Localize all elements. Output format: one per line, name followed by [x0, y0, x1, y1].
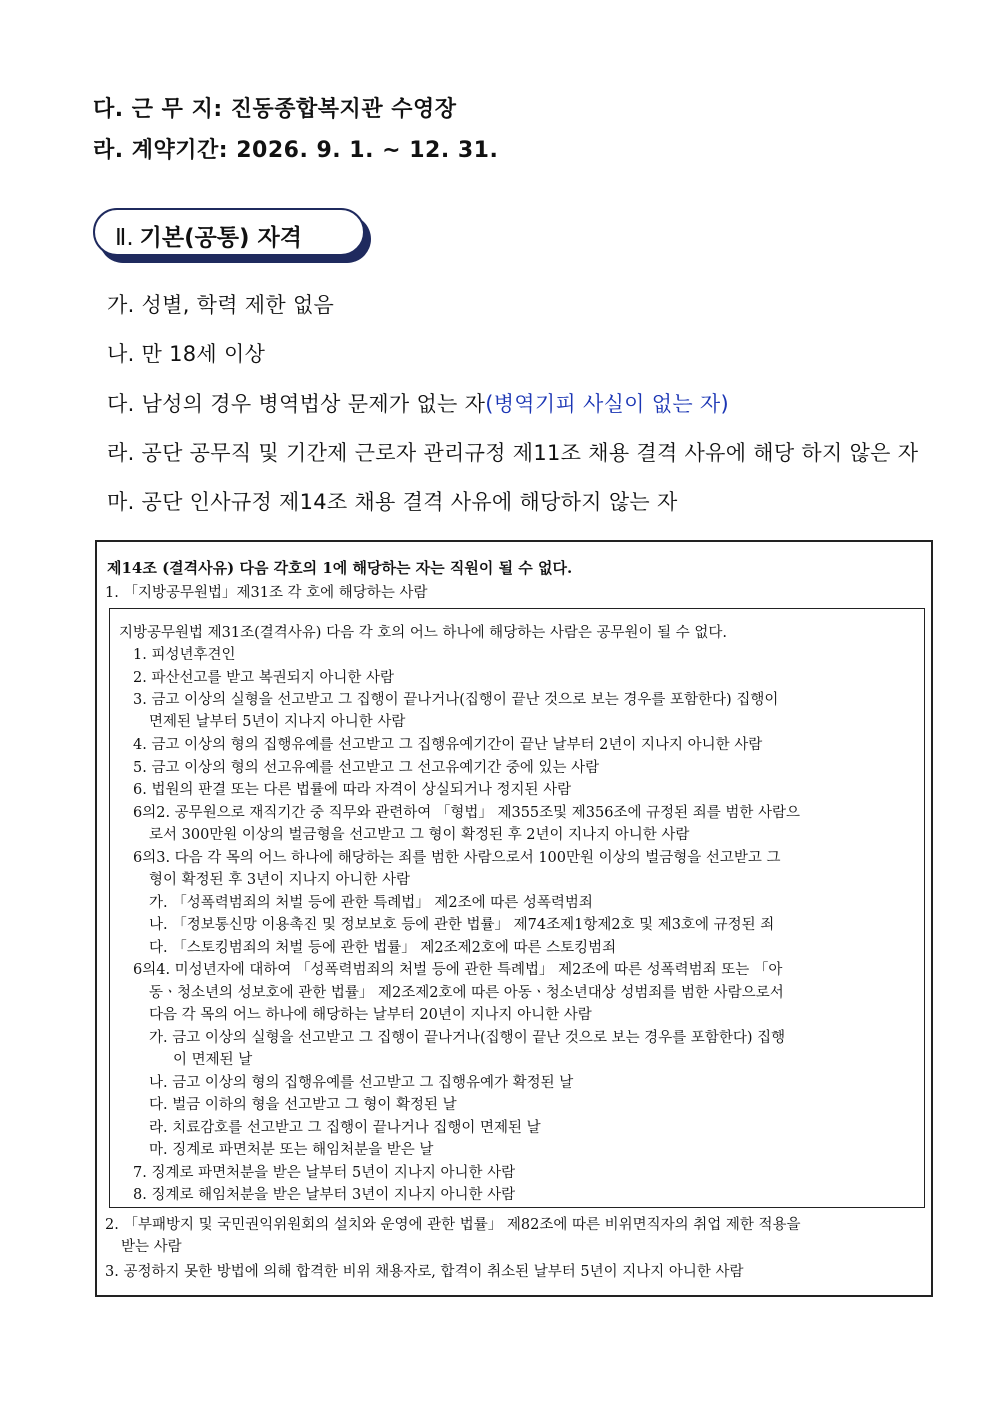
- article-31-item-cont: 로서 300만원 이상의 벌금형을 선고받고 그 형이 확정된 후 2년이 지나지 아니한 사람: [149, 827, 690, 843]
- qualification-item: 가. 성별, 학력 제한 없음: [107, 293, 335, 317]
- article-31-item-cont: 형이 확정된 후 3년이 지나지 아니한 사람: [149, 872, 410, 888]
- article-31-item: 4. 금고 이상의 형의 집행유예를 선고받고 그 집행유예기간이 끝난 날부터 2년이 지나지 아니한 사람: [133, 737, 763, 753]
- qualification-item: 마. 공단 인사규정 제14조 채용 결격 사유에 해당하지 않는 자: [107, 490, 678, 514]
- article-31-item: 2. 파산선고를 받고 복권되지 아니한 사람: [133, 670, 394, 686]
- article-14-item-1: 1. 「지방공무원법」제31조 각 호에 해당하는 사람: [105, 585, 428, 601]
- article-31-item: 1. 피성년후견인: [133, 647, 236, 663]
- article-31-item: 6의3. 다음 각 목의 어느 하나에 해당하는 죄를 범한 사람으로서 100만원 이상의 벌금형을 선고받고 그: [133, 850, 781, 866]
- article-31-item: 5. 금고 이상의 형의 선고유예를 선고받고 그 선고유예기간 중에 있는 사람: [133, 760, 600, 776]
- article-31-item-cont: 동ㆍ청소년의 성보호에 관한 법률」 제2조제2호에 따른 아동ㆍ청소년대상 성범죄를 범한 사람으로서: [149, 985, 784, 1001]
- article-31-subitem: 가. 「성폭력범죄의 처벌 등에 관한 특례법」 제2조에 따른 성폭력범죄: [149, 895, 593, 911]
- contract-period-line: 라. 계약기간: 2026. 9. 1. ~ 12. 31.: [93, 138, 499, 163]
- article-31-subitem: 가. 금고 이상의 실형을 선고받고 그 집행이 끝나거나(집행이 끝난 것으로 보는 경우를 포함한다) 집행: [149, 1030, 786, 1046]
- article-31-item-cont: 면제된 날부터 5년이 지나지 아니한 사람: [149, 714, 406, 730]
- badge-face: [93, 208, 365, 256]
- article-31-item: 6의2. 공무원으로 재직기간 중 직무와 관련하여 「형법」 제355조및 제356조에 규정된 죄를 범한 사람으: [133, 805, 800, 821]
- article-31-subitem: 다. 「스토킹범죄의 처벌 등에 관한 법률」 제2조제2호에 따른 스토킹범죄: [149, 940, 617, 956]
- article-31-item-cont: 다음 각 목의 어느 하나에 해당하는 날부터 20년이 지나지 아니한 사람: [149, 1007, 592, 1023]
- article-14-item-2-cont: 받는 사람: [121, 1239, 182, 1255]
- article-31-subitem: 나. 금고 이상의 형의 집행유예를 선고받고 그 집행유예가 확정된 날: [149, 1075, 574, 1091]
- article-31-subitem: 마. 징계로 파면처분 또는 해임처분을 받은 날: [149, 1142, 434, 1158]
- article-14-title: 제14조 (결격사유) 다음 각호의 1에 해당하는 자는 직원이 될 수 없다.: [107, 559, 573, 577]
- article-31-item: 3. 금고 이상의 실형을 선고받고 그 집행이 끝나거나(집행이 끝난 것으로 보는 경우를 포함한다) 집행이: [133, 692, 779, 708]
- article-31-item: 8. 징계로 해임처분을 받은 날부터 3년이 지나지 아니한 사람: [133, 1187, 516, 1203]
- article-31-item: 7. 징계로 파면처분을 받은 날부터 5년이 지나지 아니한 사람: [133, 1165, 516, 1181]
- qualification-item: 라. 공단 공무직 및 기간제 근로자 관리규정 제11조 채용 결격 사유에 해당 하지 않은 자: [107, 441, 919, 465]
- qualification-main-text: 다. 남성의 경우 병역법상 문제가 없는 자: [107, 392, 486, 416]
- qualification-item: [107, 388, 729, 418]
- section-heading-badge: [93, 208, 371, 264]
- qualification-item: 나. 만 18세 이상: [107, 342, 266, 366]
- section-roman-numeral: Ⅱ.: [115, 225, 134, 251]
- work-location-line: 다. 근 무 지: 진동종합복지관 수영장: [93, 97, 457, 122]
- qualification-note: (병역기피 사실이 없는 자): [485, 392, 729, 416]
- article-31-subitem: 라. 치료감호를 선고받고 그 집행이 끝나거나 집행이 면제된 날: [149, 1120, 541, 1136]
- section-title-text: 기본(공통) 자격: [139, 225, 302, 251]
- article-31-intro: 지방공무원법 제31조(결격사유) 다음 각 호의 어느 하나에 해당하는 사람은 공무원이 될 수 없다.: [119, 625, 727, 641]
- article-31-subitem-cont: 이 면제된 날: [173, 1052, 253, 1068]
- article-31-item: 6의4. 미성년자에 대하여 「성폭력범죄의 처벌 등에 관한 특례법」 제2조에 따른 성폭력범죄 또는 「아: [133, 962, 783, 978]
- article-31-item: 6. 법원의 판결 또는 다른 법률에 따라 자격이 상실되거나 정지된 사람: [133, 782, 572, 798]
- section-title: [115, 219, 302, 252]
- article-14-item-2: 2. 「부패방지 및 국민권익위원회의 설치와 운영에 관한 법률」 제82조에 따른 비위면직자의 취업 제한 적용을: [105, 1217, 801, 1233]
- article-31-subitem: 나. 「정보통신망 이용촉진 및 정보보호 등에 관한 법률」 제74조제1항제2호 및 제3호에 규정된 죄: [149, 917, 775, 933]
- article-14-item-3: 3. 공정하지 못한 방법에 의해 합격한 비위 채용자로, 합격이 취소된 날부터 5년이 지나지 아니한 사람: [105, 1264, 744, 1280]
- article-31-subitem: 다. 벌금 이하의 형을 선고받고 그 형이 확정된 날: [149, 1097, 457, 1113]
